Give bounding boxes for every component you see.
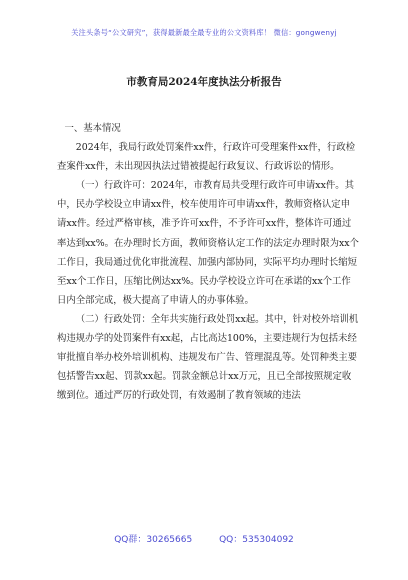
document-title: 市教育局2024年度执法分析报告 — [126, 76, 282, 88]
qq-number-text: QQ：535304092 — [219, 535, 294, 545]
document-body — [57, 119, 359, 405]
paragraph-administrative-penalty: （二）行政处罚：全年共实施行政处罚xx起。其中，针对校外培训机构违规办学的处罚案件有xx起，占比高达100%，主要违规行为包括未经审批擅自举办校外培训机构、违规发布广告、管理混乱等。处罚种类主要包括警告xx起、罚款xx起。罚款金额总计xx万元，且已全部按照规定收缴到位。通过严厉的行政处罚，有效遏制了教育领域的违法 — [57, 313, 359, 402]
paragraph-administrative-license: （一）行政许可：2024年，市教育局共受理行政许可申请xx件。其中，民办学校设立申请xx件，校车使用许可申请xx件，教师资格认定申请xx件。经过严格审核，准予许可xx件，不予许可xx件，整体许可通过率达到xx%。在办理时长方面，教师资格认定工作的法定办理时限为xx个工作日，我局通过优化审批流程、加强内部协同，实际平均办理时长缩短至xx个工作日，压缩比例达xx%。民办学校设立许可在承诺的xx个工作日内全部完成，极大提高了申请人的办事体验。 — [57, 180, 359, 306]
qq-group-text: QQ群：30265665 — [114, 535, 193, 545]
contact-footer — [0, 532, 408, 545]
paragraph-overview: 2024年，我局行政处罚案件xx件，行政许可受理案件xx件，行政检查案件xx件，未出现因执法过错被提起行政复议、行政诉讼的情形。 — [57, 142, 356, 173]
promo-header: 关注头条号“公文研究”，获得最新最全最专业的公文资料库！ 微信：gongwenyj — [71, 28, 337, 37]
section-heading: 一、基本情况 — [64, 123, 121, 134]
